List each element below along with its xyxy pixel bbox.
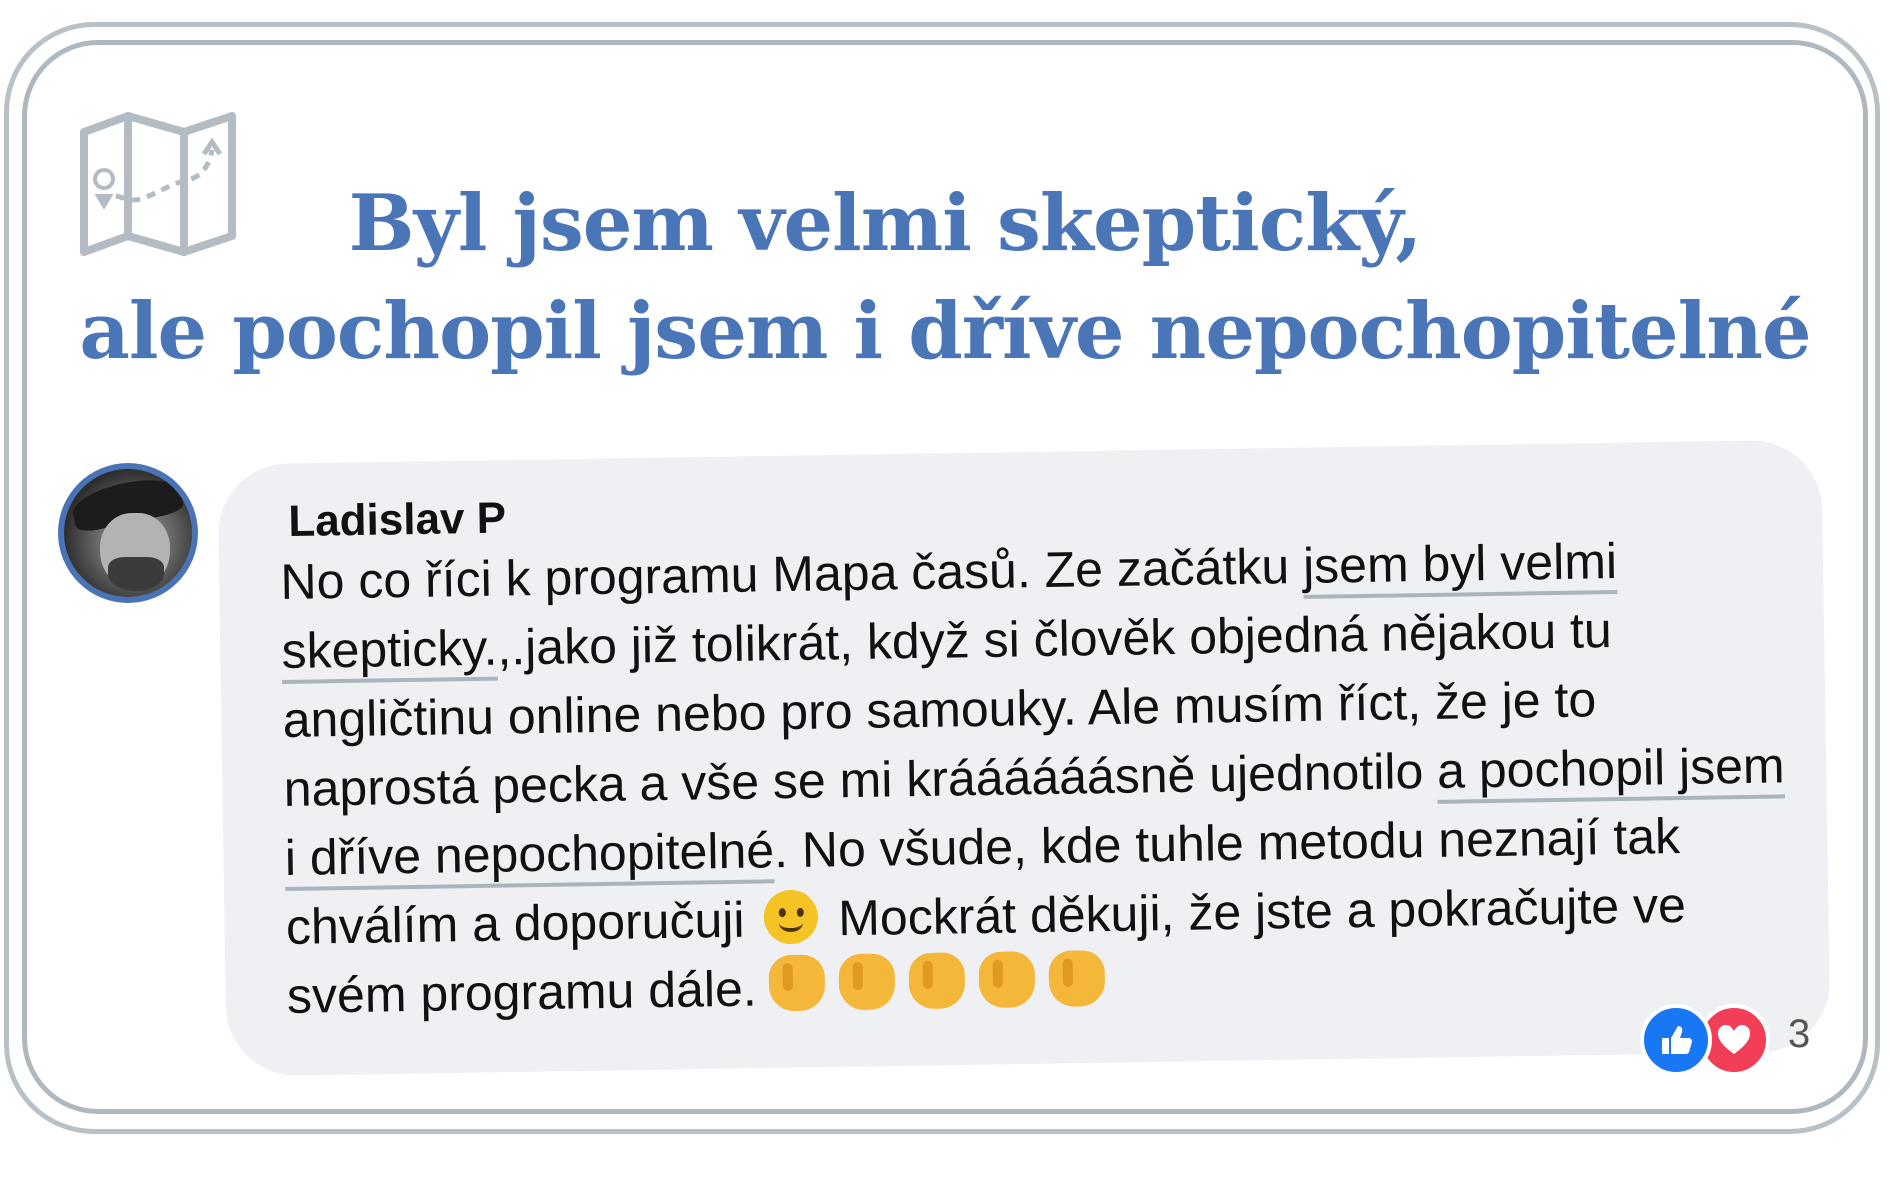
slightly-smiling-face-icon <box>764 890 819 945</box>
clapping-hands-icon <box>768 955 825 1012</box>
comment-text-part-1: No co říci k programu Mapa časů. Ze začátku <box>280 537 1304 610</box>
comment-text <box>280 524 1807 1037</box>
comment-text-part-3: . No všude, kde tuhle metodu neznají tak chválím a doporučuji <box>285 808 1681 955</box>
like-icon <box>1640 1004 1712 1076</box>
comment-text-part-4: Mockrát děkuji, že jste a pokračujte ve svém programu dále. <box>286 876 1687 1024</box>
reaction-count: 3 <box>1788 1012 1811 1056</box>
comment-author[interactable]: Ladislav P <box>287 493 507 546</box>
headline-line-2: ale pochopil jsem i dříve nepochopitelné <box>79 286 1811 377</box>
comment-highlight-skeptical: jsem byl velmi skepticky. <box>281 533 1618 679</box>
thumbs-up-icon <box>838 953 895 1010</box>
headline-line-1: Byl jsem velmi skeptický, <box>348 178 1422 269</box>
avatar-photo <box>64 469 192 597</box>
comment-text-part-2: ,.jako již tolikrát, když si člověk objedná nějakou tu angličtinu online nebo pro samouky. Ale musím říct, že je to naprostá pecka a vše se mi kráááááásně ujednotilo <box>282 602 1613 817</box>
reactions-summary[interactable] <box>1640 1004 1840 1080</box>
comment-highlight-understood: a pochopil jsem i dříve nepochopitelné <box>284 737 1785 886</box>
ok-hand-icon <box>908 952 965 1009</box>
call-me-hand-icon <box>1048 950 1105 1007</box>
avatar[interactable] <box>58 463 198 603</box>
hand-emojis <box>768 950 1119 1029</box>
raised-hand-icon <box>978 951 1035 1008</box>
